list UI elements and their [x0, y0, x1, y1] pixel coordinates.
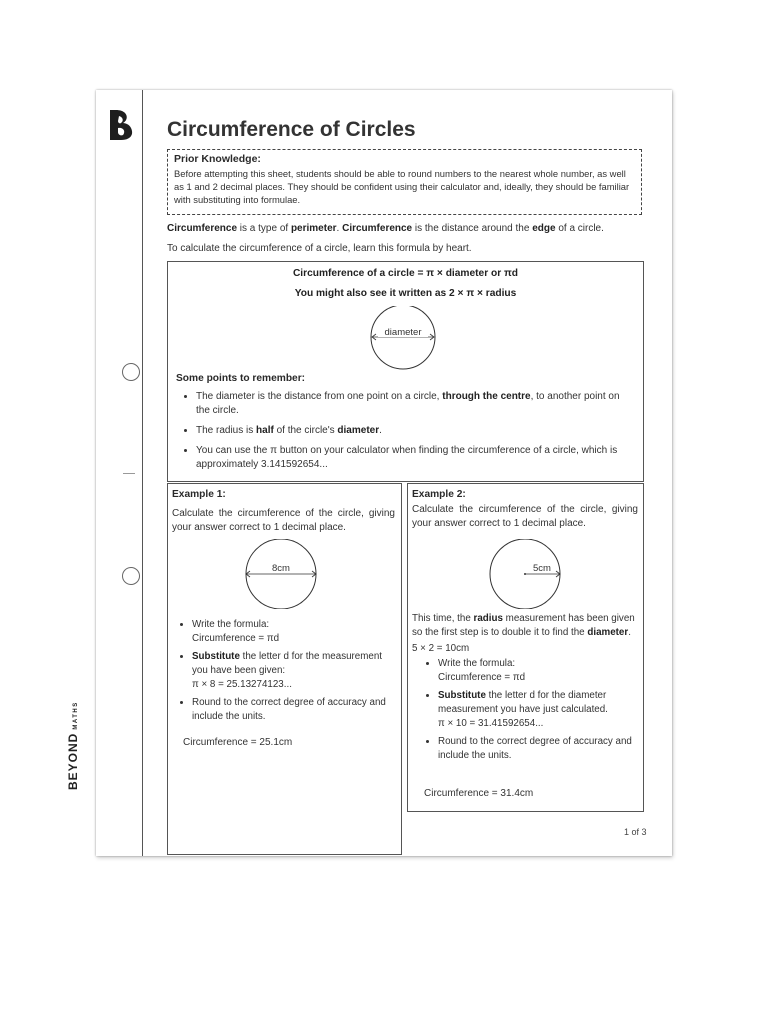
- worksheet-page: [66, 90, 672, 856]
- formula-box: [167, 261, 644, 482]
- example-1-intro: Calculate the circumference of the circle, giving your answer correct to 1 decimal place.: [172, 508, 395, 533]
- example-1-result: Circumference = 25.1cm: [183, 737, 293, 748]
- example-2-radius-label: 5cm: [533, 563, 551, 574]
- example-1-step-formula: • Write the formula: Circumference = πd: [192, 618, 396, 646]
- example-2-intro: Calculate the circumference of the circle, giving your answer correct to 1 decimal place.: [412, 504, 638, 529]
- beyond-logo-icon: [106, 108, 136, 142]
- example-1-diameter-label: 8cm: [272, 563, 290, 574]
- brand-wordmark: BEYONDMATHS: [66, 701, 80, 790]
- diameter-circle-diagram: [364, 306, 442, 370]
- page-title: Circumference of Circles: [167, 118, 416, 141]
- intro-definition: Circumference is a type of perimeter. Circumference is the distance around the edge of a circle.: [167, 223, 604, 234]
- intro-instruction: To calculate the circumference of a circle, learn this formula by heart.: [167, 243, 472, 254]
- example-2-step-round: • Round to the correct degree of accuracy and include the units.: [438, 735, 640, 763]
- page-number: 1 of 3: [624, 827, 647, 837]
- point-pi-button: • You can use the π button on your calculator when finding the circumference of a circle, which is approximately 3.141592654...: [196, 444, 636, 472]
- prior-knowledge-box: [167, 149, 642, 215]
- example-1-circle-diagram: [242, 539, 322, 609]
- points-list: [176, 390, 636, 478]
- example-2-title: Example 2:: [412, 489, 466, 500]
- sidebar-divider: [142, 90, 143, 856]
- prior-knowledge-text: Before attempting this sheet, students should be able to round numbers to the nearest whole number, as well as 1 and 2 decimal places. They should be confident using their calculator and, ideally, they should be familiar with substituting into formulae.: [174, 168, 630, 205]
- fold-mark: [123, 473, 135, 474]
- point-diameter: • The diameter is the distance from one point on a circle, through the centre, to another point on the circle.: [196, 390, 636, 418]
- example-1-steps: [174, 618, 396, 728]
- binder-hole-top: [122, 363, 140, 381]
- points-title: Some points to remember:: [176, 373, 306, 384]
- example-2-step-substitute: • Substitute the letter d for the diameter measurement you have just calculated. π × 10 = 31.41592654...: [438, 689, 640, 731]
- example-1-step-substitute: • Substitute the letter d for the measurement you have been given: π × 8 = 25.13274123...: [192, 650, 396, 692]
- example-2-box: [407, 483, 644, 812]
- example-2-circle-diagram: [488, 539, 566, 609]
- formula-alternative: You might also see it written as 2 × π × radius: [294, 288, 517, 299]
- formula-main: Circumference of a circle = π × diameter or πd: [292, 268, 519, 279]
- example-2-result: Circumference = 31.4cm: [424, 788, 534, 799]
- example-1-box: [167, 483, 402, 855]
- diameter-label: diameter: [384, 327, 422, 338]
- example-2-doubling: 5 × 2 = 10cm: [412, 643, 470, 654]
- example-1-step-round: • Round to the correct degree of accuracy and include the units.: [192, 696, 396, 724]
- binder-hole-bottom: [122, 567, 140, 585]
- point-radius: • The radius is half of the circle's diameter.: [196, 424, 636, 438]
- prior-knowledge-heading: Prior Knowledge:: [174, 153, 261, 165]
- example-2-explanation: This time, the radius measurement has been given so the first step is to double it to find the diameter. 5 × 2 = 10cm • Write the formula: Circumference = πd • Substitute the letter d for the diameter measurement you have just calculated. π × 10 = 31.41592654... • Round to the correct degree of accuracy and include the units.: [412, 612, 640, 767]
- example-2-step-formula: • Write the formula: Circumference = πd: [438, 657, 640, 685]
- example-1-title: Example 1:: [172, 489, 226, 500]
